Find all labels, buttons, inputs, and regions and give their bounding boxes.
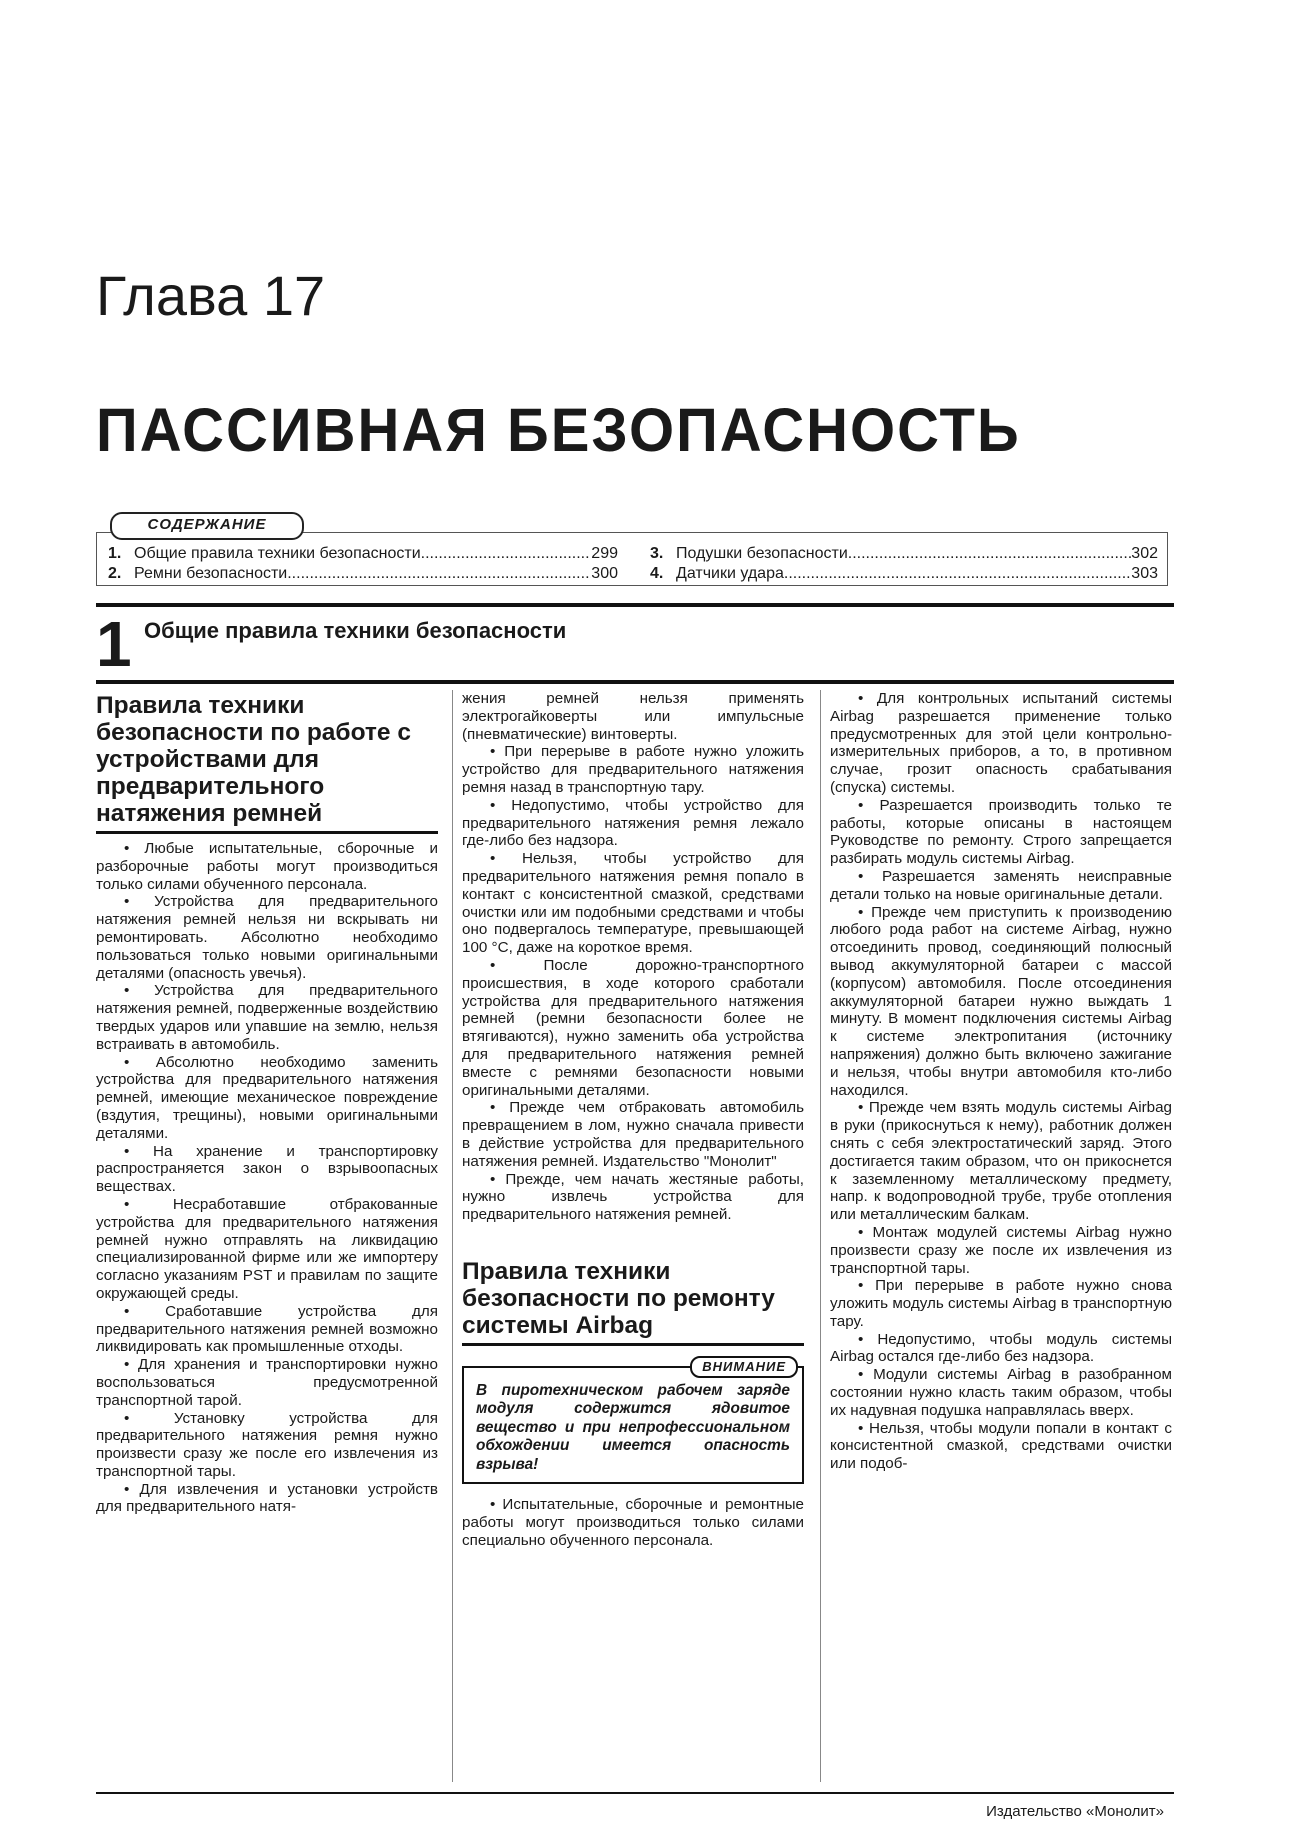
section-title: Общие правила техники безопасности [144,618,567,643]
paragraph-continued: жения ремней нельзя применять электрогайковерты или импульсные (пневматические) винтоверты. [462,690,804,743]
paragraph: • Прежде чем приступить к производению любого рода работ на системе Airbag, нужно отсоединить провод, соединяющий полюсный вывод аккумуляторной батареи с массой (корпусом) автомобиля. После отсоединения аккумуляторной батареи нужно выждать 1 минуту. В момент подключения системы Airbag к системе электропитания (источнику напряжения) должно быть включено зажигание и нельзя, чтобы внутри автомобиля кто-либо находился. [830,904,1172,1100]
paragraph: • Нельзя, чтобы устройство для предварительного натяжения ремня попало в контакт с консистентной смазкой, средствами очистки или им подобными средствами и чтобы оно подвергалось температуре, превышающей 100 °С, даже на короткое время. [462,850,804,957]
paragraph: • Разрешается заменять неисправные детали только на новые оригинальные детали. [830,868,1172,904]
paragraph: • При перерыве в работе нужно уложить устройство для предварительного натяжения ремня назад в транспортную тару. [462,743,804,796]
paragraph: • Прежде чем отбраковать автомобиль превращением в лом, нужно сначала привести в действие устройства для предварительного натяжения ремней. Издательство "Монолит" [462,1099,804,1170]
chapter-heading: Глава 17 [96,264,326,327]
toc-item-page: 299 [591,545,618,562]
toc-item-text: Ремни безопасности [134,565,288,582]
toc-item[interactable] [108,544,618,564]
footer-rule [96,1792,1174,1794]
paragraph: • Разрешается производить только те работы, которые описаны в настоящем Руководстве по ремонту. Строго запрещается разбирать модуль системы Airbag. [830,797,1172,868]
paragraph: • Установку устройства для предварительного натяжения ремня нужно произвести сразу же после его извлечения из транспортной тары. [96,1410,438,1481]
paragraph: • Любые испытательные, сборочные и разборочные работы могут производиться только силами обученного персонала. [96,840,438,893]
column-1 [96,690,438,1516]
toc-item[interactable] [650,564,1158,584]
paragraph: • На хранение и транспортировку распространяется закон о взрывоопасных веществах. [96,1143,438,1196]
paragraph: • Испытательные, сборочные и ремонтные работы могут производиться только силами специально обученного персонала. [462,1496,804,1549]
paragraph: • Для контрольных испытаний системы Airbag разрешается применение только предусмотренных для этой цели контрольно-измерительных приборов, а то, в противном случае, грозит опасность срабатывания (спуска) системы. [830,690,1172,797]
toc-item[interactable] [650,544,1158,564]
section-number: 1 [96,608,132,680]
paragraph: • Прежде чем взять модуль системы Airbag в руки (прикоснуться к нему), работник должен снять с себя электростатический заряд. Этого достигается таким образом, что он прикоснется к заземленному металлическому предмету, напр. к водопроводной трубе, трубе отопления или металлическим балкам. [830,1099,1172,1224]
paragraph: • После дорожно-транспортного происшествия, в ходе которого сработали устройства для предварительного натяжения ремней (ремни безопасности более не втягиваются), нужно заменить оба устройства для предварительного натяжения ремней вместе с ремнями безопасности новыми оригинальными деталями. [462,957,804,1099]
toc-item-page: 303 [1131,565,1158,582]
warning-box [462,1358,804,1484]
toc-item-num: 4. [650,565,664,582]
publisher-footer: Издательство «Монолит» [986,1803,1164,1820]
toc-item-leader [287,564,591,584]
paragraph: • Для извлечения и установки устройств для предварительного натя- [96,1481,438,1517]
column-2-heading: Правила техники безопасности по ремонту системы Airbag [462,1258,804,1346]
chapter-title: ПАССИВНАЯ БЕЗОПАСНОСТЬ [96,396,1021,465]
paragraph: • Модули системы Airbag в разобранном состоянии нужно класть таким образом, чтобы их надувная подушка направлялась вверх. [830,1366,1172,1419]
paragraph: • Нельзя, чтобы модули попали в контакт с консистентной смазкой, средствами очистки или подоб- [830,1420,1172,1473]
paragraph: • Несработавшие отбракованные устройства для предварительного натяжения ремней нужно отправлять на ликвидацию специализированной фирме или же импортеру согласно указаниям PST и правилам по защите окружающей среды. [96,1196,438,1303]
toc-item-page: 300 [591,565,618,582]
toc-item-text: Датчики удара [676,565,784,582]
paragraph: • Недопустимо, чтобы модуль системы Airbag остался где-либо без надзора. [830,1331,1172,1367]
toc-item-leader [421,544,592,564]
paragraph: • Сработавшие устройства для предварительного натяжения ремней возможно ликвидировать как промышленные отходы. [96,1303,438,1356]
paragraph: • Для хранения и транспортировки нужно воспользоваться предусмотренной транспортной тарой. [96,1356,438,1409]
section-top-rule [96,603,1174,607]
toc-item-num: 3. [650,545,664,562]
column-divider [452,690,453,1782]
toc-item-page: 302 [1131,545,1158,562]
toc-item-num: 2. [108,565,122,582]
paragraph: • Недопустимо, чтобы устройство для предварительного натяжения ремня лежало где-либо без надзора. [462,797,804,850]
paragraph: • Прежде, чем начать жестяные работы, нужно извлечь устройства для предварительного натяжения ремней. [462,1171,804,1224]
paragraph: • Устройства для предварительного натяжения ремней, подверженные воздействию твердых ударов или упавшие на землю, нельзя встраивать в автомобиль. [96,982,438,1053]
toc-item-text: Общие правила техники безопасности [134,545,421,562]
toc-item[interactable] [108,564,618,584]
warning-text: В пиротехническом рабочем заряде модуля содержится ядовитое вещество и при непрофессиональном обхождении имеется опасность взрыва! [476,1381,790,1473]
column-1-heading: Правила техники безопасности по работе с устройствами для предварительного натяжения ремней [96,692,438,834]
paragraph: • Устройства для предварительного натяжения ремней нельзя ни вскрывать ни ремонтировать. Абсолютно необходимо пользоваться только новыми оригинальными деталями (опасность увечья). [96,893,438,982]
toc-item-num: 1. [108,545,122,562]
column-2 [462,690,804,1549]
warning-label: ВНИМАНИЕ [690,1356,798,1378]
column-divider [820,690,821,1782]
toc-item-leader [784,564,1131,584]
paragraph: • При перерыве в работе нужно снова уложить модуль системы Airbag в транспортную тару. [830,1277,1172,1330]
toc-item-leader [848,544,1132,564]
toc-label: СОДЕРЖАНИЕ [110,512,304,540]
paragraph: • Монтаж модулей системы Airbag нужно произвести сразу же после их извлечения из транспортной тары. [830,1224,1172,1277]
section-bottom-rule [96,680,1174,684]
toc-item-text: Подушки безопасности [676,545,848,562]
paragraph: • Абсолютно необходимо заменить устройства для предварительного натяжения ремней, имеющие механическое повреждение (вздутия, трещины), новыми оригинальными деталями. [96,1054,438,1143]
column-3 [830,690,1172,1473]
